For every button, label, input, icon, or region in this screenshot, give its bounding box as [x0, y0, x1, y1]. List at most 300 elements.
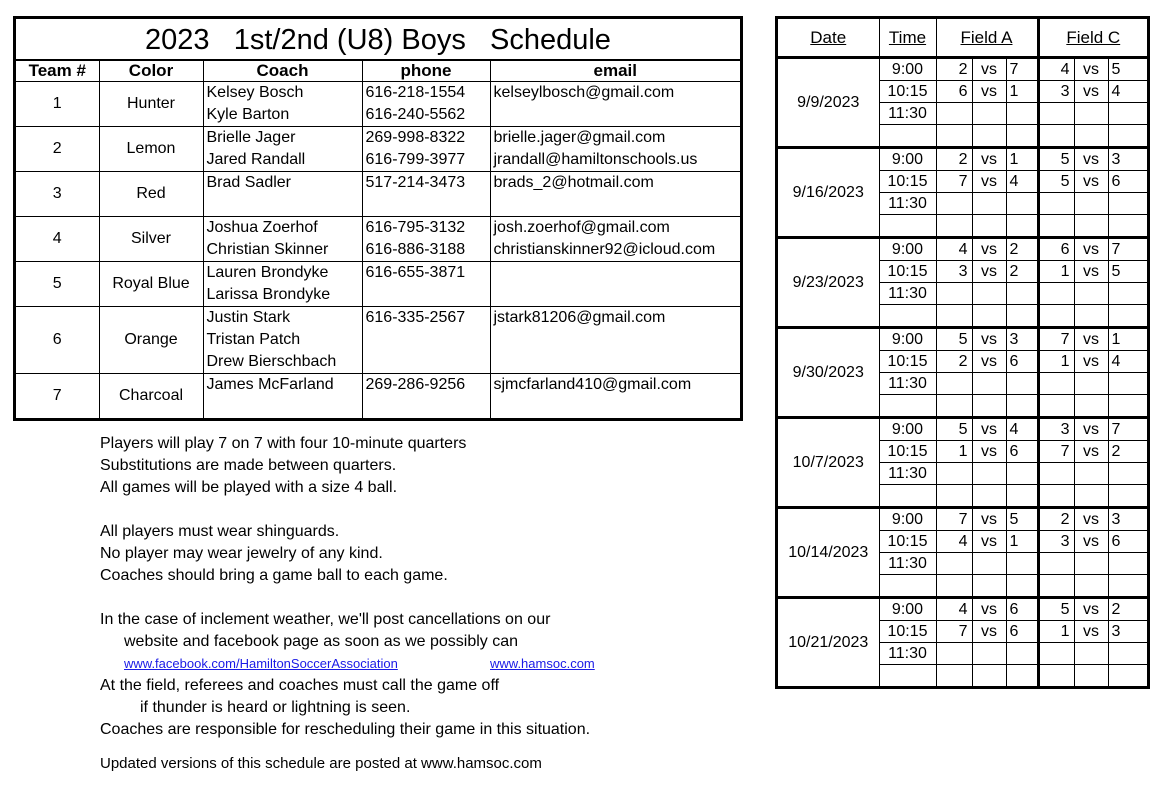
- field-c-home: [1038, 103, 1074, 125]
- header-color: Color: [99, 61, 203, 82]
- coach-email: [491, 396, 741, 418]
- field-a-home: 4: [936, 238, 972, 261]
- field-c-vs: [1074, 553, 1108, 575]
- blank-cell: [1038, 485, 1074, 508]
- field-c-home: [1038, 553, 1074, 575]
- blank-cell: [1006, 395, 1038, 418]
- field-c-away: 2: [1108, 441, 1147, 463]
- coach-phone: 269-286-9256: [365, 376, 466, 393]
- field-a-away: 6: [1006, 598, 1038, 621]
- coach-emails: [490, 127, 740, 172]
- field-a-home: [936, 643, 972, 665]
- slot-time: 11:30: [879, 553, 936, 575]
- field-c-home: 3: [1038, 531, 1074, 553]
- blank-cell: [1006, 665, 1038, 687]
- blank-cell: [1038, 395, 1074, 418]
- field-c-away: 2: [1108, 598, 1147, 621]
- field-c-home: 1: [1038, 351, 1074, 373]
- field-a-vs: [972, 283, 1006, 305]
- header-date: Date: [778, 19, 879, 58]
- blank-cell: [1038, 665, 1074, 687]
- field-c-away: [1108, 373, 1147, 395]
- page-title: 2023 1st/2nd (U8) Boys Schedule: [16, 19, 740, 61]
- field-a-away: 6: [1006, 621, 1038, 643]
- coach-phones: [362, 307, 490, 374]
- blank-cell: [1074, 485, 1108, 508]
- blank-cell: [1038, 305, 1074, 328]
- field-a-vs: [972, 643, 1006, 665]
- rule-line: All games will be played with a size 4 ball.: [100, 479, 398, 496]
- coach-name: Justin Stark: [206, 309, 291, 326]
- field-c-home: 3: [1038, 418, 1074, 441]
- blank-cell: [936, 485, 972, 508]
- coach-phone: [363, 194, 490, 216]
- field-c-vs: vs: [1074, 148, 1108, 171]
- rule-line: Substitutions are made between quarters.: [100, 457, 397, 474]
- blank-cell: [972, 395, 1006, 418]
- coach-names: [203, 217, 362, 262]
- website-link[interactable]: www.hamsoc.com: [490, 656, 595, 671]
- coach-email: [491, 329, 741, 351]
- field-c-away: 7: [1108, 238, 1147, 261]
- field-a-away: 4: [1006, 418, 1038, 441]
- coach-name: Joshua Zoerhof: [206, 219, 318, 236]
- coach-name: Jared Randall: [206, 151, 306, 168]
- team-row: [16, 82, 740, 127]
- field-c-vs: vs: [1074, 261, 1108, 283]
- field-a-away: [1006, 283, 1038, 305]
- blank-cell: [1074, 215, 1108, 238]
- blank-cell: [1038, 215, 1074, 238]
- slot-time: 9:00: [879, 508, 936, 531]
- footer-note: Updated versions of this schedule are posted at www.hamsoc.com: [100, 755, 542, 772]
- field-a-home: 7: [936, 171, 972, 193]
- coach-names: [203, 262, 362, 307]
- schedule-row: [778, 418, 1147, 441]
- schedule-header-row: [778, 19, 1147, 58]
- coach-names: [203, 374, 362, 419]
- field-a-home: [936, 103, 972, 125]
- field-c-away: [1108, 103, 1147, 125]
- blank-cell: [1074, 575, 1108, 598]
- field-c-away: 3: [1108, 508, 1147, 531]
- field-c-home: 4: [1038, 58, 1074, 81]
- coach-phone: 269-998-8322: [365, 129, 466, 146]
- header-field-c: Field C: [1038, 19, 1147, 58]
- field-c-home: 5: [1038, 171, 1074, 193]
- field-line: if thunder is heard or lightning is seen.: [140, 699, 411, 716]
- team-color: Charcoal: [99, 374, 203, 419]
- coach-emails: [490, 374, 740, 419]
- slot-time: 9:00: [879, 418, 936, 441]
- field-c-away: 5: [1108, 58, 1147, 81]
- coach-names: [203, 127, 362, 172]
- field-a-vs: vs: [972, 441, 1006, 463]
- field-a-home: 2: [936, 351, 972, 373]
- field-a-vs: vs: [972, 508, 1006, 531]
- equipment-line: Coaches should bring a game ball to each game.: [100, 567, 448, 584]
- slot-time: 10:15: [879, 441, 936, 463]
- schedule-body: [778, 58, 1147, 687]
- field-a-away: [1006, 103, 1038, 125]
- field-c-home: 3: [1038, 81, 1074, 103]
- team-color: Royal Blue: [99, 262, 203, 307]
- slot-time: 10:15: [879, 621, 936, 643]
- field-c-away: [1108, 283, 1147, 305]
- coach-emails: [490, 262, 740, 307]
- field-c-away: [1108, 553, 1147, 575]
- blank-cell: [1074, 305, 1108, 328]
- field-a-home: 6: [936, 81, 972, 103]
- field-a-away: [1006, 373, 1038, 395]
- coach-phone: 616-886-3188: [365, 241, 466, 258]
- coach-phones: [362, 172, 490, 217]
- coach-phone: 616-799-3977: [365, 151, 466, 168]
- blank-cell: [1108, 665, 1147, 687]
- field-c-home: 6: [1038, 238, 1074, 261]
- coach-email: brads_2@hotmail.com: [493, 174, 654, 191]
- field-a-vs: [972, 193, 1006, 215]
- team-number: 4: [16, 217, 99, 262]
- coach-phone: [363, 329, 490, 351]
- coach-phone: [363, 396, 490, 418]
- field-a-home: 4: [936, 598, 972, 621]
- week-date: 10/21/2023: [778, 598, 879, 687]
- slot-time: 10:15: [879, 261, 936, 283]
- field-c-home: [1038, 463, 1074, 485]
- slot-time: 10:15: [879, 531, 936, 553]
- coach-name: James McFarland: [206, 376, 334, 393]
- blank-cell: [879, 305, 936, 328]
- field-a-vs: vs: [972, 171, 1006, 193]
- field-a-vs: [972, 553, 1006, 575]
- field-a-home: 7: [936, 621, 972, 643]
- schedule-grid: [778, 19, 1147, 686]
- teams-header-row: [16, 61, 740, 82]
- field-a-vs: vs: [972, 328, 1006, 351]
- coach-emails: [490, 307, 740, 374]
- field-c-home: [1038, 643, 1074, 665]
- coach-email: [491, 104, 741, 126]
- blank-cell: [879, 125, 936, 148]
- slot-time: 11:30: [879, 373, 936, 395]
- coach-phones: [362, 82, 490, 127]
- field-a-vs: vs: [972, 238, 1006, 261]
- coach-phone: 616-795-3132: [365, 219, 466, 236]
- blank-cell: [1108, 215, 1147, 238]
- coach-phone: 616-655-3871: [365, 264, 466, 281]
- schedule-row: [778, 328, 1147, 351]
- team-row: [16, 127, 740, 172]
- field-a-home: [936, 283, 972, 305]
- slot-time: 9:00: [879, 328, 936, 351]
- facebook-link[interactable]: www.facebook.com/HamiltonSoccerAssociation: [124, 656, 398, 671]
- coach-phone: [363, 284, 490, 306]
- field-a-away: [1006, 193, 1038, 215]
- slot-time: 9:00: [879, 238, 936, 261]
- weather-line: In the case of inclement weather, we'll post cancellations on our: [100, 611, 551, 628]
- schedule-row: [778, 598, 1147, 621]
- field-a-vs: [972, 373, 1006, 395]
- schedule-row: [778, 508, 1147, 531]
- field-c-away: 6: [1108, 171, 1147, 193]
- header-email: email: [490, 61, 740, 82]
- field-a-away: 2: [1006, 238, 1038, 261]
- blank-cell: [1038, 575, 1074, 598]
- equipment-line: All players must wear shinguards.: [100, 523, 340, 540]
- field-c-vs: vs: [1074, 81, 1108, 103]
- coach-phone: 616-218-1554: [365, 84, 466, 101]
- coach-emails: [490, 82, 740, 127]
- coach-name: Christian Skinner: [206, 241, 329, 258]
- header-phone: phone: [362, 61, 490, 82]
- blank-cell: [972, 485, 1006, 508]
- header-time: Time: [879, 19, 936, 58]
- field-c-away: 5: [1108, 261, 1147, 283]
- coach-names: [203, 172, 362, 217]
- field-a-home: [936, 373, 972, 395]
- coach-name: Tristan Patch: [206, 331, 301, 348]
- field-c-vs: [1074, 193, 1108, 215]
- team-number: 5: [16, 262, 99, 307]
- schedule-row: [778, 148, 1147, 171]
- field-a-vs: vs: [972, 531, 1006, 553]
- field-c-vs: vs: [1074, 328, 1108, 351]
- coach-email: brielle.jager@gmail.com: [493, 129, 666, 146]
- field-a-away: 1: [1006, 531, 1038, 553]
- coach-email: christianskinner92@icloud.com: [493, 241, 716, 258]
- field-c-vs: vs: [1074, 238, 1108, 261]
- blank-cell: [1108, 485, 1147, 508]
- field-c-vs: vs: [1074, 598, 1108, 621]
- slot-time: 9:00: [879, 148, 936, 171]
- slot-time: 11:30: [879, 103, 936, 125]
- blank-cell: [1006, 575, 1038, 598]
- field-c-vs: vs: [1074, 351, 1108, 373]
- field-a-home: 2: [936, 58, 972, 81]
- coach-phones: [362, 374, 490, 419]
- field-c-home: 5: [1038, 148, 1074, 171]
- coach-name: Larissa Brondyke: [206, 286, 331, 303]
- blank-cell: [1108, 305, 1147, 328]
- slot-time: 10:15: [879, 351, 936, 373]
- field-a-away: 6: [1006, 441, 1038, 463]
- field-c-away: [1108, 643, 1147, 665]
- field-a-home: [936, 193, 972, 215]
- field-a-away: 4: [1006, 171, 1038, 193]
- rule-line: Players will play 7 on 7 with four 10-minute quarters: [100, 435, 467, 452]
- field-a-vs: vs: [972, 621, 1006, 643]
- field-a-home: [936, 463, 972, 485]
- teams-table: [13, 16, 743, 421]
- blank-cell: [879, 665, 936, 687]
- field-c-vs: vs: [1074, 58, 1108, 81]
- coach-emails: [490, 172, 740, 217]
- field-c-home: 1: [1038, 261, 1074, 283]
- week-date: 9/9/2023: [778, 58, 879, 148]
- field-a-away: 2: [1006, 261, 1038, 283]
- blank-cell: [879, 215, 936, 238]
- coach-phone: 517-214-3473: [365, 174, 466, 191]
- field-a-home: 7: [936, 508, 972, 531]
- week-date: 9/23/2023: [778, 238, 879, 328]
- field-c-away: 4: [1108, 81, 1147, 103]
- field-a-vs: vs: [972, 148, 1006, 171]
- slot-time: 9:00: [879, 598, 936, 621]
- field-c-away: 3: [1108, 621, 1147, 643]
- field-c-vs: vs: [1074, 531, 1108, 553]
- blank-cell: [1074, 125, 1108, 148]
- field-a-away: 6: [1006, 351, 1038, 373]
- team-color: Lemon: [99, 127, 203, 172]
- schedule-row: [778, 238, 1147, 261]
- field-c-away: 6: [1108, 531, 1147, 553]
- blank-cell: [879, 485, 936, 508]
- slot-time: 11:30: [879, 193, 936, 215]
- blank-cell: [936, 305, 972, 328]
- slot-time: 10:15: [879, 81, 936, 103]
- coach-email: [491, 262, 741, 284]
- field-c-home: 7: [1038, 328, 1074, 351]
- week-date: 9/16/2023: [778, 148, 879, 238]
- blank-cell: [1006, 305, 1038, 328]
- field-c-away: [1108, 463, 1147, 485]
- field-c-vs: vs: [1074, 441, 1108, 463]
- blank-cell: [972, 665, 1006, 687]
- field-c-away: [1108, 193, 1147, 215]
- blank-cell: [1006, 215, 1038, 238]
- field-a-vs: vs: [972, 81, 1006, 103]
- field-c-home: [1038, 373, 1074, 395]
- coach-email: jrandall@hamiltonschools.us: [493, 151, 698, 168]
- coach-names: [203, 307, 362, 374]
- blank-cell: [936, 665, 972, 687]
- coach-phone: [363, 351, 490, 373]
- field-a-away: [1006, 643, 1038, 665]
- teams-body: [16, 82, 740, 419]
- coach-phones: [362, 217, 490, 262]
- team-color: Hunter: [99, 82, 203, 127]
- field-a-vs: vs: [972, 351, 1006, 373]
- field-c-vs: vs: [1074, 418, 1108, 441]
- field-a-away: [1006, 553, 1038, 575]
- field-line: Coaches are responsible for rescheduling their game in this situation.: [100, 721, 591, 738]
- field-c-vs: [1074, 283, 1108, 305]
- links-row: [100, 653, 720, 675]
- week-date: 10/7/2023: [778, 418, 879, 508]
- slot-time: 10:15: [879, 171, 936, 193]
- blank-cell: [1108, 575, 1147, 598]
- field-a-home: 5: [936, 418, 972, 441]
- coach-email: josh.zoerhof@gmail.com: [493, 219, 670, 236]
- coach-phone: 616-335-2567: [365, 309, 466, 326]
- blank-cell: [972, 575, 1006, 598]
- field-a-away: 7: [1006, 58, 1038, 81]
- weather-line: website and facebook page as soon as we possibly can: [124, 633, 519, 650]
- week-date: 10/14/2023: [778, 508, 879, 598]
- blank-cell: [936, 395, 972, 418]
- field-line: At the field, referees and coaches must call the game off: [100, 677, 500, 694]
- field-a-vs: vs: [972, 418, 1006, 441]
- slot-time: 11:30: [879, 463, 936, 485]
- coach-name: [204, 396, 362, 418]
- slot-time: 11:30: [879, 283, 936, 305]
- notes-section: [100, 433, 720, 775]
- header-team-num: Team #: [16, 61, 99, 82]
- team-number: 2: [16, 127, 99, 172]
- field-c-away: 4: [1108, 351, 1147, 373]
- field-a-home: 2: [936, 148, 972, 171]
- field-c-home: [1038, 283, 1074, 305]
- field-c-vs: [1074, 103, 1108, 125]
- coach-names: [203, 82, 362, 127]
- coach-email: [491, 351, 741, 373]
- header-field-a: Field A: [960, 27, 1013, 47]
- field-a-away: 5: [1006, 508, 1038, 531]
- field-c-vs: vs: [1074, 508, 1108, 531]
- field-c-away: 7: [1108, 418, 1147, 441]
- field-a-away: 3: [1006, 328, 1038, 351]
- team-row: [16, 217, 740, 262]
- field-a-away: 1: [1006, 81, 1038, 103]
- coach-phone: 616-240-5562: [365, 106, 466, 123]
- team-row: [16, 307, 740, 374]
- week-date: 9/30/2023: [778, 328, 879, 418]
- coach-name: Kyle Barton: [206, 106, 290, 123]
- field-c-home: 2: [1038, 508, 1074, 531]
- slot-time: 11:30: [879, 643, 936, 665]
- team-number: 6: [16, 307, 99, 374]
- team-row: [16, 172, 740, 217]
- blank-cell: [972, 215, 1006, 238]
- field-c-home: 5: [1038, 598, 1074, 621]
- coach-name: [204, 194, 362, 216]
- team-number: 1: [16, 82, 99, 127]
- blank-cell: [1108, 395, 1147, 418]
- coach-name: Kelsey Bosch: [206, 84, 304, 101]
- field-a-home: 5: [936, 328, 972, 351]
- team-number: 3: [16, 172, 99, 217]
- field-a-vs: [972, 103, 1006, 125]
- field-a-home: 4: [936, 531, 972, 553]
- field-c-vs: [1074, 643, 1108, 665]
- field-a-vs: [972, 463, 1006, 485]
- blank-cell: [1108, 125, 1147, 148]
- blank-cell: [1006, 125, 1038, 148]
- blank-cell: [936, 215, 972, 238]
- coach-email: [491, 284, 741, 306]
- teams-grid: [16, 61, 740, 418]
- field-a-home: 1: [936, 441, 972, 463]
- coach-phones: [362, 262, 490, 307]
- field-a-vs: vs: [972, 598, 1006, 621]
- coach-name: Brielle Jager: [206, 129, 296, 146]
- blank-cell: [1006, 485, 1038, 508]
- team-row: [16, 374, 740, 419]
- field-a-vs: vs: [972, 261, 1006, 283]
- blank-cell: [1074, 395, 1108, 418]
- blank-cell: [1074, 665, 1108, 687]
- field-a-home: [936, 553, 972, 575]
- field-c-home: 1: [1038, 621, 1074, 643]
- field-c-vs: vs: [1074, 171, 1108, 193]
- field-c-away: 3: [1108, 148, 1147, 171]
- field-c-vs: vs: [1074, 621, 1108, 643]
- coach-email: kelseylbosch@gmail.com: [493, 84, 675, 101]
- team-number: 7: [16, 374, 99, 419]
- coach-email: jstark81206@gmail.com: [493, 309, 666, 326]
- slot-time: 9:00: [879, 58, 936, 81]
